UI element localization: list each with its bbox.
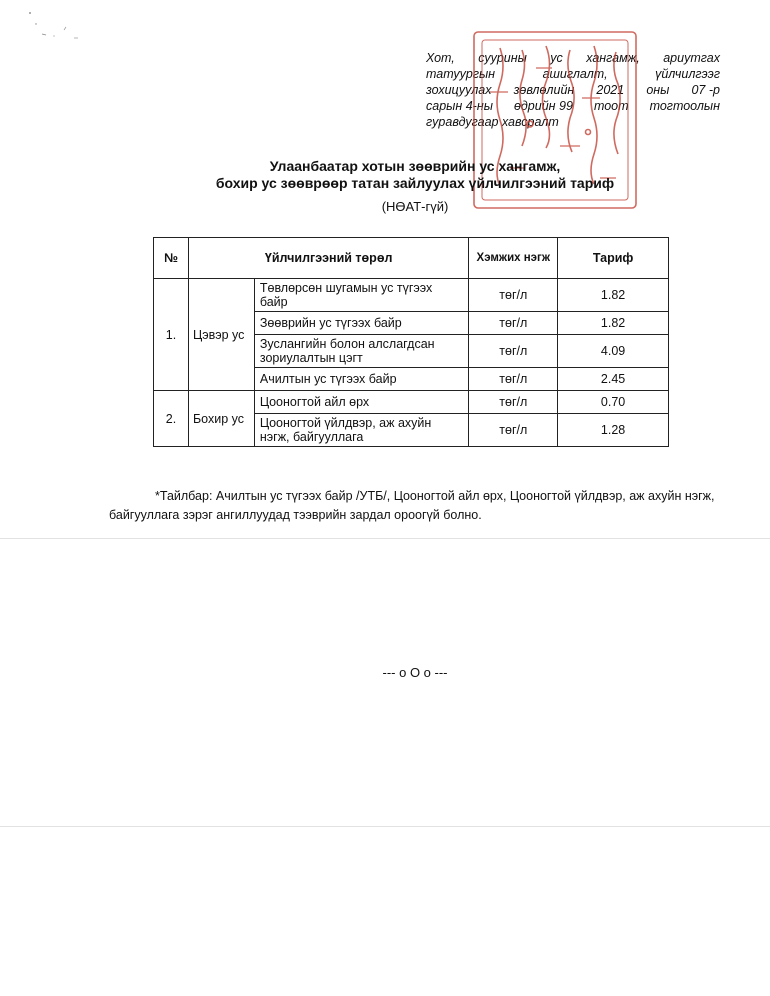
group-category: Бохир ус	[188, 391, 254, 447]
group-number: 1.	[154, 279, 189, 391]
header-number: №	[154, 238, 189, 279]
rate-cell: 1.28	[558, 414, 669, 447]
header-service-type: Үйлчилгээний төрөл	[188, 238, 468, 279]
appendix-line: Хот, суурины ус хангамж, ариутгах	[426, 51, 720, 65]
header-unit: Хэмжих нэгж	[469, 238, 558, 279]
scan-fold-line	[0, 826, 770, 827]
appendix-line: сарын 4-ны өдрийн 99 тоот тогтоолын	[426, 99, 720, 113]
service-name: Ачилтын ус түгээх байр	[254, 368, 468, 391]
footnote: *Тайлбар: Ачилтын ус түгээх байр /УТБ/, Цооногтой айл өрх, Цооногтой үйлдвэр, аж ахуйн нэгж, байгууллага зэрэг ангиллуудад тээврийн зардал ороогүй болно.	[109, 489, 715, 522]
appendix-line: татуургын ашиглалт, үйлчилгээг	[426, 67, 720, 81]
rate-cell: 2.45	[558, 368, 669, 391]
rate-cell: 1.82	[558, 279, 669, 312]
rate-cell: 4.09	[558, 335, 669, 368]
page-title-line-2: бохир ус зөөврөөр татан зайлуулах үйлчилгээний тариф	[215, 175, 615, 191]
table-row	[154, 391, 669, 414]
tariff-table	[153, 237, 669, 447]
scan-fold-line	[0, 538, 770, 539]
service-name: Зуслангийн болон алслагдсан зориулалтын цэгт	[254, 335, 468, 368]
unit-cell: төг/л	[469, 279, 558, 312]
group-number: 2.	[154, 391, 189, 447]
service-name: Цооногтой үйлдвэр, аж ахуйн нэгж, байгууллага	[254, 414, 468, 447]
scan-speck-marks	[24, 10, 94, 50]
page-title-line-1: Улаанбаатар хотын зөөврийн ус хангамж,	[269, 158, 561, 174]
service-name: Цооногтой айл өрх	[254, 391, 468, 414]
handwritten-month: 07	[691, 83, 706, 97]
table-row	[154, 279, 669, 312]
header-rate: Тариф	[558, 238, 669, 279]
appendix-line: гуравдугаар хавсралт	[426, 115, 559, 129]
table-header-row	[154, 238, 669, 279]
unit-cell: төг/л	[469, 391, 558, 414]
end-of-document-mark: --- o O o ---	[382, 665, 448, 680]
rate-cell: 1.82	[558, 312, 669, 335]
service-name: Зөөврийн ус түгээх байр	[254, 312, 468, 335]
unit-cell: төг/л	[469, 312, 558, 335]
unit-cell: төг/л	[469, 335, 558, 368]
handwritten-day: 4	[465, 99, 473, 113]
appendix-line: зохицуулах зөвлөлийн 2021 оны 07 -р	[426, 83, 720, 97]
handwritten-resolution-number: 99	[559, 99, 573, 113]
unit-cell: төг/л	[469, 368, 558, 391]
service-name: Төвлөрсөн шугамын ус түгээх байр	[254, 279, 468, 312]
rate-cell: 0.70	[558, 391, 669, 414]
vat-note: (НӨАТ-гүй)	[381, 199, 449, 214]
group-category: Цэвэр ус	[188, 279, 254, 391]
unit-cell: төг/л	[469, 414, 558, 447]
